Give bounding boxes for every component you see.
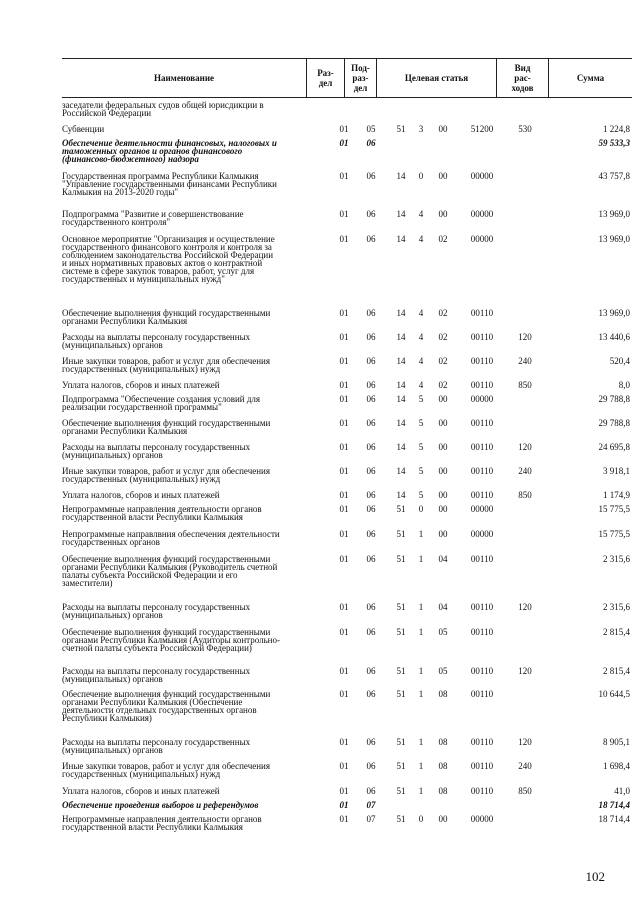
cell-target-program: 51 (396, 814, 406, 824)
table-row (0, 125, 640, 133)
cell-razdel: 01 (339, 554, 349, 564)
cell-summa: 18 714,4 (598, 814, 630, 824)
cell-name: Иные закупки товаров, работ и услуг для обеспечения государственных (муниципальных) нужд (62, 466, 270, 484)
cell-name: Расходы на выплаты персоналу государственных (муниципальных) органов (62, 332, 251, 350)
cell-target-direction: 00000 (470, 529, 494, 539)
cell-target-event: 00 (438, 442, 448, 452)
cell-target-event: 05 (438, 666, 448, 676)
cell-target-subprogram: 3 (418, 124, 424, 134)
cell-target-event: 05 (438, 627, 448, 637)
cell-podrazdel: 06 (366, 442, 376, 452)
cell-razdel: 01 (339, 466, 349, 476)
cell-target-program: 14 (396, 171, 406, 181)
cell-name: Расходы на выплаты персоналу государственных (муниципальных) органов (62, 737, 251, 755)
cell-name: Обеспечение выполнения функций государственными органами Республики Калмыкия (Аудиторы контрольно- счетной палаты субъекта Российской Федерации) (62, 627, 280, 653)
cell-target-direction: 00110 (470, 332, 494, 342)
cell-razdel: 01 (339, 490, 349, 500)
cell-vid: 120 (518, 442, 532, 452)
cell-summa: 1 224,8 (603, 124, 630, 134)
cell-name: Уплата налогов, сборов и иных платежей (62, 490, 220, 500)
cell-razdel: 01 (339, 138, 349, 148)
cell-name: Обеспечение деятельности финансовых, налоговых и таможенных органов и органов финансового (финансово-бюджетного) надзора (62, 138, 277, 164)
cell-podrazdel: 06 (366, 602, 376, 612)
cell-name: Обеспечение проведения выборов и референдумов (62, 800, 259, 810)
table-row (0, 761, 640, 779)
cell-razdel: 01 (339, 124, 349, 134)
cell-podrazdel: 06 (366, 394, 376, 404)
cell-target-program: 14 (396, 234, 406, 244)
cell-razdel: 01 (339, 380, 349, 390)
cell-summa: 13 440,6 (598, 332, 630, 342)
cell-name: Иные закупки товаров, работ и услуг для обеспечения государственных (муниципальных) нужд (62, 761, 270, 779)
cell-podrazdel: 06 (366, 627, 376, 637)
cell-target-program: 51 (396, 554, 406, 564)
table-row (0, 138, 640, 164)
cell-target-direction: 00000 (470, 504, 494, 514)
cell-target-subprogram: 1 (418, 627, 424, 637)
cell-name: Обеспечение выполнения функций государственными органами Республики Калмыкия (62, 418, 271, 436)
table-row (0, 442, 640, 460)
cell-summa: 2 315,6 (603, 554, 630, 564)
cell-name: Обеспечение выполнения функций государственными органами Республики Калмыкия (Руководитель счетной палаты субъекта Российской Федерации и его заместители) (62, 554, 278, 588)
cell-summa: 520,4 (609, 356, 630, 366)
cell-vid: 120 (518, 602, 532, 612)
cell-summa: 59 533,3 (598, 138, 630, 148)
cell-razdel: 01 (339, 234, 349, 244)
cell-target-event: 04 (438, 554, 448, 564)
cell-target-event: 00 (438, 171, 448, 181)
cell-podrazdel: 06 (366, 529, 376, 539)
cell-target-direction: 00000 (470, 394, 494, 404)
cell-target-subprogram: 1 (418, 737, 424, 747)
cell-target-subprogram: 5 (418, 418, 424, 428)
cell-target-direction: 00110 (470, 356, 494, 366)
cell-target-program: 14 (396, 308, 406, 318)
cell-target-direction: 00110 (470, 602, 494, 612)
cell-name: Обеспечение выполнения функций государственными органами Республики Калмыкия (Обеспечение деятельности отдельных государственных органов Республики Калмыкия) (62, 689, 271, 723)
cell-summa: 1 174,9 (603, 490, 630, 500)
cell-target-event: 08 (438, 737, 448, 747)
table-row (0, 529, 640, 547)
header-name: Наименование (154, 73, 214, 83)
cell-vid: 850 (518, 490, 532, 500)
cell-summa: 29 788,8 (598, 394, 630, 404)
cell-name: Непрограммные направления деятельности органов государственной власти Республики Калмыкия (62, 814, 262, 832)
cell-podrazdel: 06 (366, 308, 376, 318)
cell-target-event: 02 (438, 332, 448, 342)
cell-target-subprogram: 4 (418, 308, 424, 318)
cell-podrazdel: 06 (366, 666, 376, 676)
cell-summa: 29 788,8 (598, 418, 630, 428)
cell-razdel: 01 (339, 394, 349, 404)
cell-target-subprogram: 5 (418, 394, 424, 404)
cell-razdel: 01 (339, 356, 349, 366)
cell-target-program: 14 (396, 394, 406, 404)
cell-razdel: 01 (339, 209, 349, 219)
table-row (0, 627, 640, 653)
cell-podrazdel: 06 (366, 737, 376, 747)
cell-target-event: 04 (438, 602, 448, 612)
cell-name: Расходы на выплаты персоналу государственных (муниципальных) органов (62, 442, 251, 460)
cell-target-direction: 00110 (470, 466, 494, 476)
cell-target-program: 51 (396, 689, 406, 699)
cell-name: Расходы на выплаты персоналу государственных (муниципальных) органов (62, 602, 251, 620)
cell-summa: 8,0 (618, 380, 630, 390)
cell-summa: 18 714,4 (598, 800, 630, 810)
table-row (0, 787, 640, 795)
cell-target-direction: 00000 (470, 209, 494, 219)
cell-target-direction: 00000 (470, 814, 494, 824)
cell-target-subprogram: 1 (418, 689, 424, 699)
cell-podrazdel: 06 (366, 418, 376, 428)
cell-target-direction: 00110 (470, 380, 494, 390)
cell-name: Субвенции (62, 124, 105, 134)
cell-target-event: 00 (438, 394, 448, 404)
cell-target-direction: 00000 (470, 234, 494, 244)
cell-vid: 240 (518, 356, 532, 366)
cell-target-event: 00 (438, 466, 448, 476)
cell-razdel: 01 (339, 800, 349, 810)
cell-summa: 24 695,8 (598, 442, 630, 452)
cell-summa: 41,0 (614, 786, 630, 796)
cell-razdel: 01 (339, 504, 349, 514)
cell-name: Уплата налогов, сборов и иных платежей (62, 380, 220, 390)
cell-vid: 530 (518, 124, 532, 134)
cell-target-direction: 00110 (470, 627, 494, 637)
cell-target-program: 14 (396, 442, 406, 452)
cell-podrazdel: 06 (366, 761, 376, 771)
cell-podrazdel: 06 (366, 504, 376, 514)
cell-target-subprogram: 0 (418, 814, 424, 824)
table-row (0, 381, 640, 389)
cell-razdel: 01 (339, 308, 349, 318)
cell-name: Подпрограмма "Обеспечение создания условий для реализации государственной программы" (62, 394, 261, 412)
cell-target-subprogram: 1 (418, 761, 424, 771)
cell-target-direction: 00000 (470, 171, 494, 181)
cell-razdel: 01 (339, 442, 349, 452)
cell-podrazdel: 06 (366, 786, 376, 796)
cell-name: Расходы на выплаты персоналу государственных (муниципальных) органов (62, 666, 251, 684)
cell-razdel: 01 (339, 666, 349, 676)
cell-podrazdel: 06 (366, 234, 376, 244)
cell-razdel: 01 (339, 171, 349, 181)
cell-target-direction: 00110 (470, 442, 494, 452)
cell-name: Основное мероприятие "Организация и осуществление государственного финансового контроля и контроля за соблюдением законодательства Российской Федерации и иных нормативных правовых актов о контрактной системе в сфере закупок товаров, работ, услуг для государственных и муниципальных нужд" (62, 234, 275, 284)
cell-target-direction: 00110 (470, 418, 494, 428)
cell-target-subprogram: 0 (418, 504, 424, 514)
cell-target-subprogram: 4 (418, 209, 424, 219)
cell-target-direction: 00110 (470, 786, 494, 796)
cell-target-direction: 00110 (470, 554, 494, 564)
cell-summa: 15 775,5 (598, 529, 630, 539)
cell-target-program: 14 (396, 490, 406, 500)
cell-name: Обеспечение выполнения функций государственными органами Республики Калмыкия (62, 308, 271, 326)
table-row (0, 737, 640, 755)
cell-target-direction: 00110 (470, 761, 494, 771)
page-number: 102 (585, 869, 605, 884)
header-vid: Вид рас- ходов (496, 59, 548, 97)
cell-podrazdel: 06 (366, 332, 376, 342)
cell-summa: 2 815,4 (603, 666, 630, 676)
header-razdel: Раз- дел (306, 59, 344, 97)
cell-target-subprogram: 1 (418, 554, 424, 564)
cell-razdel: 01 (339, 689, 349, 699)
cell-target-direction: 00110 (470, 490, 494, 500)
cell-target-program: 51 (396, 666, 406, 676)
cell-podrazdel: 06 (366, 380, 376, 390)
cell-target-subprogram: 4 (418, 380, 424, 390)
cell-target-event: 00 (438, 490, 448, 500)
cell-target-event: 00 (438, 209, 448, 219)
cell-target-subprogram: 1 (418, 602, 424, 612)
cell-target-program: 51 (396, 737, 406, 747)
cell-name: Непрограммные направлвния обеспечения деятельности государственных органов (62, 529, 280, 547)
cell-target-event: 08 (438, 689, 448, 699)
cell-summa: 8 905,1 (603, 737, 630, 747)
cell-vid: 850 (518, 380, 532, 390)
cell-target-subprogram: 4 (418, 234, 424, 244)
cell-vid: 120 (518, 666, 532, 676)
cell-summa: 13 969,0 (598, 209, 630, 219)
cell-razdel: 01 (339, 529, 349, 539)
cell-vid: 120 (518, 737, 532, 747)
header-target: Целевая статья (376, 59, 496, 97)
cell-razdel: 01 (339, 602, 349, 612)
cell-target-program: 51 (396, 786, 406, 796)
cell-summa: 13 969,0 (598, 308, 630, 318)
cell-podrazdel: 06 (366, 171, 376, 181)
table-row (0, 504, 640, 522)
cell-summa: 15 775,5 (598, 504, 630, 514)
cell-target-subprogram: 5 (418, 466, 424, 476)
cell-target-program: 51 (396, 504, 406, 514)
cell-target-program: 14 (396, 418, 406, 428)
cell-summa: 3 918,1 (603, 466, 630, 476)
table-row (0, 100, 640, 118)
cell-razdel: 01 (339, 627, 349, 637)
cell-podrazdel: 05 (366, 124, 376, 134)
table-row (0, 689, 640, 723)
cell-target-event: 00 (438, 504, 448, 514)
cell-razdel: 01 (339, 761, 349, 771)
table-row (0, 491, 640, 499)
cell-target-direction: 00110 (470, 666, 494, 676)
header-podrazdel: Под- раз- дел (344, 59, 376, 97)
cell-razdel: 01 (339, 786, 349, 796)
cell-target-program: 51 (396, 602, 406, 612)
table-row (0, 466, 640, 484)
table-row (0, 801, 640, 809)
table-row (0, 394, 640, 412)
cell-target-event: 02 (438, 380, 448, 390)
cell-target-event: 02 (438, 234, 448, 244)
cell-name: Государственная программа Республики Калмыкия "Управление государственными финансами Республики Калмыкия на 2013-2020 годы" (62, 171, 277, 197)
cell-target-program: 14 (396, 466, 406, 476)
cell-summa: 13 969,0 (598, 234, 630, 244)
cell-target-event: 00 (438, 814, 448, 824)
cell-name: Уплата налогов, сборов и иных платежей (62, 786, 220, 796)
cell-razdel: 01 (339, 737, 349, 747)
cell-target-subprogram: 5 (418, 442, 424, 452)
cell-target-subprogram: 0 (418, 171, 424, 181)
cell-target-event: 08 (438, 761, 448, 771)
cell-target-subprogram: 1 (418, 529, 424, 539)
cell-summa: 43 757,8 (598, 171, 630, 181)
cell-summa: 2 315,6 (603, 602, 630, 612)
cell-target-event: 02 (438, 308, 448, 318)
cell-target-program: 14 (396, 209, 406, 219)
cell-summa: 10 644,5 (598, 689, 630, 699)
table-row (0, 332, 640, 350)
cell-podrazdel: 06 (366, 209, 376, 219)
cell-target-program: 51 (396, 529, 406, 539)
cell-target-program: 14 (396, 356, 406, 366)
cell-target-program: 51 (396, 761, 406, 771)
table-row (0, 602, 640, 620)
table-row (0, 418, 640, 436)
cell-name: Иные закупки товаров, работ и услуг для обеспечения государственных (муниципальных) нужд (62, 356, 270, 374)
table-row (0, 308, 640, 326)
header-summa: Сумма (548, 59, 632, 97)
cell-target-subprogram: 1 (418, 666, 424, 676)
cell-podrazdel: 06 (366, 554, 376, 564)
table-row (0, 666, 640, 684)
cell-target-event: 08 (438, 786, 448, 796)
cell-vid: 120 (518, 332, 532, 342)
cell-podrazdel: 06 (366, 138, 376, 148)
cell-razdel: 01 (339, 418, 349, 428)
cell-vid: 240 (518, 466, 532, 476)
cell-podrazdel: 06 (366, 466, 376, 476)
cell-target-event: 00 (438, 529, 448, 539)
cell-summa: 1 698,4 (603, 761, 630, 771)
cell-target-direction: 00110 (470, 308, 494, 318)
cell-target-subprogram: 5 (418, 490, 424, 500)
cell-target-program: 14 (396, 380, 406, 390)
cell-podrazdel: 07 (366, 814, 376, 824)
cell-target-direction: 00110 (470, 737, 494, 747)
cell-target-program: 51 (396, 124, 406, 134)
cell-name: Непрограммные направления деятельности органов государственной власти Республики Калмыкия (62, 504, 262, 522)
table-row (0, 234, 640, 284)
table-row (0, 814, 640, 832)
cell-podrazdel: 06 (366, 490, 376, 500)
cell-podrazdel: 07 (366, 800, 376, 810)
cell-target-direction: 51200 (470, 124, 494, 134)
cell-name: Подпрограмма "Развитие и совершенствование государственного контроля" (62, 209, 244, 227)
cell-target-program: 51 (396, 627, 406, 637)
cell-vid: 850 (518, 786, 532, 796)
cell-target-event: 00 (438, 418, 448, 428)
cell-target-subprogram: 4 (418, 356, 424, 366)
cell-target-program: 14 (396, 332, 406, 342)
cell-vid: 240 (518, 761, 532, 771)
cell-target-direction: 00110 (470, 689, 494, 699)
cell-target-subprogram: 4 (418, 332, 424, 342)
cell-target-event: 02 (438, 356, 448, 366)
table-row (0, 171, 640, 197)
table-row (0, 554, 640, 588)
cell-razdel: 01 (339, 814, 349, 824)
cell-podrazdel: 06 (366, 356, 376, 366)
cell-name: заседатели федеральных судов общей юрисдикции в Российской Федерации (62, 100, 264, 118)
table-row (0, 356, 640, 374)
cell-podrazdel: 06 (366, 689, 376, 699)
cell-target-subprogram: 1 (418, 786, 424, 796)
cell-razdel: 01 (339, 332, 349, 342)
cell-summa: 2 815,4 (603, 627, 630, 637)
cell-target-event: 00 (438, 124, 448, 134)
table-row (0, 209, 640, 227)
